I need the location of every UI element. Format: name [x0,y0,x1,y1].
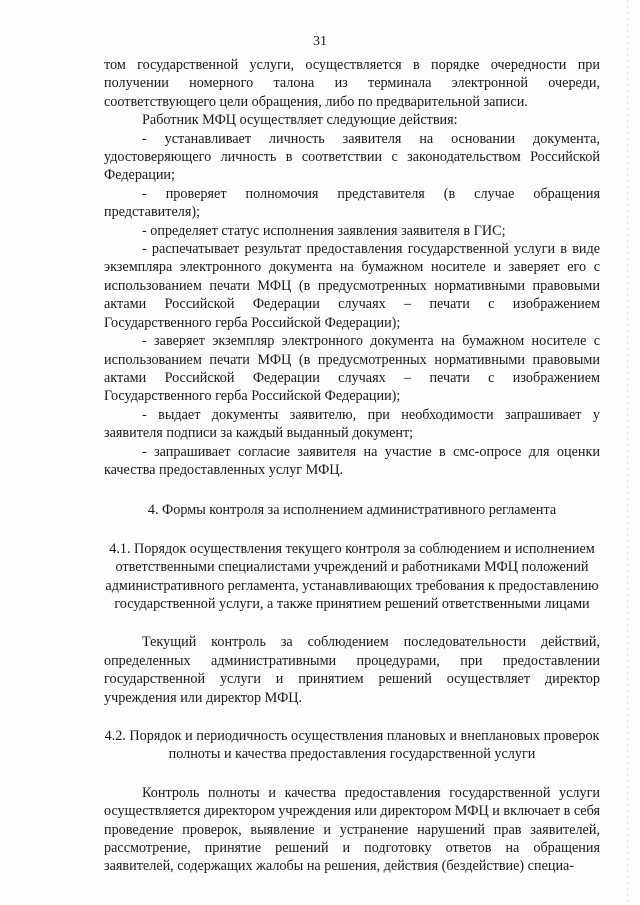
list-item: - определяет статус исполнения заявления заявителя в ГИС; [142,222,506,239]
list-item: - запрашивает согласие заявителя на участие в смс-опросе для оценки качества предоставленных услуг МФЦ. [104,443,600,478]
section-heading: 4. Формы контроля за исполнением административного регламента [147,502,557,519]
subsection-heading: 4.2. Порядок и периодичность осуществления плановых и внеплановых проверок полноты и качества предоставления государственной услуги [104,728,600,763]
list-item: - проверяет полномочия представителя (в случае обращения представителя); [104,185,600,221]
list-item: - распечатывает результат предоставления государственной услуги в виде экземпляра электронного документа на бумажном носителе и заверяет его с использованием печати МФЦ (в предусмотренных нормативными правовыми актами Российской Федерации случаях – печати с изображением Государственного герба Российской Федерации); [104,241,600,331]
subsection-paragraph: Текущий контроль за соблюдением последовательности действий, определенных административными процедурами, при предоставлении государственной услуги и принятием решений осуществляет директор учреждения или директор МФЦ. [104,634,600,706]
list-item: - устанавливает личность заявителя на основании документа, удостоверяющего личность в соответствии с законодательством Российской Федерации; [104,130,600,184]
list-item: - заверяет экземпляр электронного документа на бумажном носителе с использованием печати МФЦ (в предусмотренных нормативными правовыми актами Российской Федерации случаях – печати с изображением Государственного герба Российской Федерации); [104,333,600,405]
paragraph-worker-actions-intro: Работник МФЦ осуществляет следующие действия: [142,112,458,129]
page-number: 31 [313,34,327,49]
scan-edge-mark [627,0,628,905]
list-item: - выдает документы заявителю, при необходимости запрашивает у заявителя подписи за каждый выданный документ; [104,406,600,442]
document-body [104,56,600,876]
subsection-heading: 4.1. Порядок осуществления текущего контроля за соблюдением и исполнением ответственными специалистами учреждений и работниками МФЦ положений административного регламента, устанавливающих требования к предоставлению государственной услуги, а также принятием решений ответственными лицами [105,540,599,612]
subsection-paragraph: Контроль полноты и качества предоставления государственной услуги осуществляется директором учреждения или директором МФЦ и включает в себя проведение проверок, выявление и устранение нарушений прав заявителей, рассмотрение, принятие решений и подготовку ответов на обращения заявителей, содержащих жалобы на решения, действия (бездействие) специа- [104,784,600,875]
paragraph-continuation: том государственной услуги, осуществляется в порядке очередности при получении номерного талона из терминала электронной очереди, соответствующего цели обращения, либо по предварительной записи. [104,57,600,110]
